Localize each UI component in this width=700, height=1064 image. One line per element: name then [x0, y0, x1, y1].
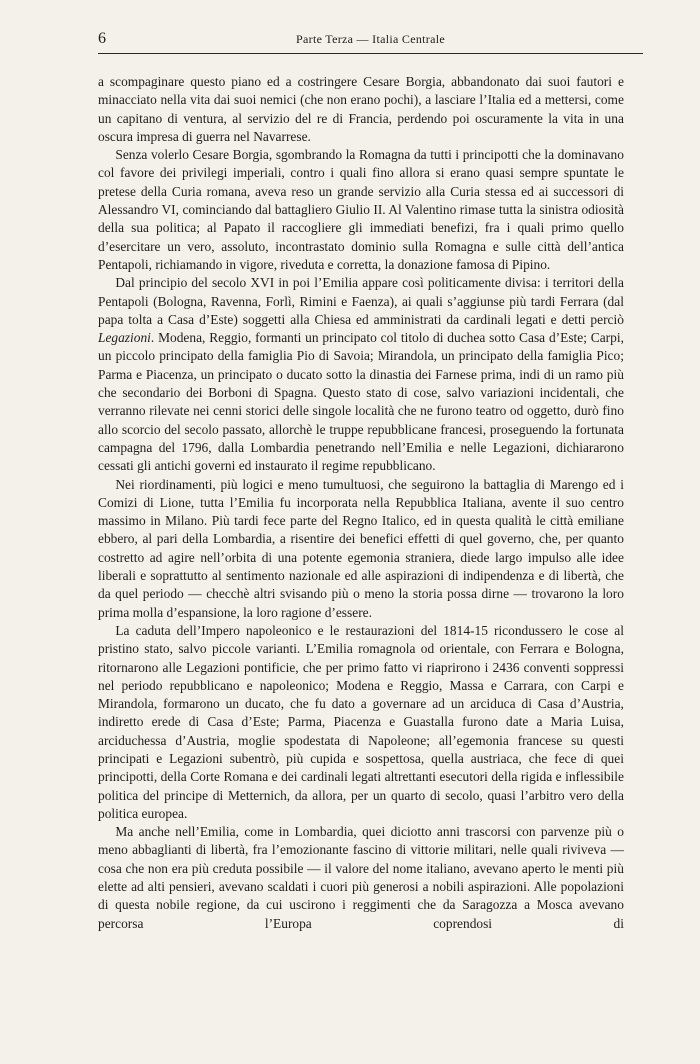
paragraph-continuation: a scompaginare questo piano ed a costringere Cesare Borgia, abbandonato dai suoi fautori e minacciato nella vita dai suoi nemici (che non erano pochi), a lasciare l’Italia ed a mettersi, come un capitano di ventura, al servizio del re di Francia, perdendo poi oscuramente la vita in una oscura impresa di guerra nel Navarrese.	[98, 75, 624, 145]
paragraph-restoration: La caduta dell’Impero napoleonico e le restaurazioni del 1814-15 ricondussero le cose al pristino stato, salvo piccole varianti. L’Emilia romagnola od orientale, con Ferrara e Bologna, ritornarono alle Legazioni pontificie, che per primo fatto vi riaprirono i 2436 conventi soppressi nel periodo repubblicano e napoleonico; Modena e Reggio, Massa e Carrara, con Carpi e Mirandola, formarono un ducato, che fu dato a governare ad un arciduca di Casa d’Austria, indiretto erede di Casa d’Este; Parma, Piacenza e Guastalla furono date a Maria Luisa, arciduchessa d’Austria, moglie spodestata di Napoleone; all’egemonia francese su questi principati e Legazioni subentrò, più cupida e sospettosa, quella austriaca, che fece di quei principotti, della Corte Romana e dei cardinali legati altrettanti esecutori della rigida e inflessibile politica del principe di Metternich, da allora, per un quarto di secolo, quasi l’arbitro vero della politica europea.	[98, 623, 624, 822]
paragraph-borgia-romagna: Senza volerlo Cesare Borgia, sgombrando la Romagna da tutti i principotti che la dominavano col favore dei privilegi imperiali, contro i quali fino allora si erano quasi sempre spuntate le pretese della Curia romana, aveva reso un grande servizio alla Curia stessa ed ai successori di Alessandro VI, cominciando dal battagliero Giulio II. Al Valentino rimase tutta la sinistra odiosità della sua politica; al Papato il raccogliere gli immediati benefizi, fra i quali primo quello d’esercitare un vero, assoluto, incontrastato dominio sulla Romagna e sulle città dell’antica Pentapoli, richiamando in vigore, riveduta e corretta, la donazione famosa di Pipino.	[98, 148, 624, 273]
paragraph-emilia-aspirations: Ma anche nell’Emilia, come in Lombardia, quei diciotto anni trascorsi con parvenze più o meno abbaglianti di libertà, fra l’emozionante fascino di vittorie militari, nelle quali riviveva — cosa che non era più creduta possibile — il valore del nome italiano, avevano aperto le menti più elette ad alti pensieri, avevano scaldati i cuori più generosi a nobili aspirazioni. Alle popolazioni di questa nobile regione, da cui uscirono i reggimenti che da Saragozza a Mosca avevano percorsa l’Europa coprendosi di	[98, 825, 624, 932]
body-text	[98, 74, 624, 934]
italic-term: Legazioni	[98, 331, 151, 347]
running-head: Parte Terza — Italia Centrale	[296, 32, 445, 46]
header-rule	[98, 53, 643, 54]
page-header	[98, 30, 643, 50]
page-number: 6	[98, 30, 106, 47]
paragraph-sixteenth-century: Dal principio del secolo XVI in poi l’Emilia appare così politicamente divisa: i territori della Pentapoli (Bologna, Ravenna, Forlì, Rimini e Faenza), ai quali s’aggiunse più tardi Ferrara (dal papa tolta a Casa d’Este) soggetti alla Chiesa ed amministrati da cardinali legati e detti perciò Legazioni. Modena, Reggio, formanti un principato col titolo di duchea sotto Casa d’Este; Carpi, un piccolo principato della famiglia Pio di Savoia; Mirandola, un principato della famiglia Pico; Parma e Piacenza, un principato o ducato sotto la dinastia dei Farnese prima, indi di un ramo più che secondario dei Borboni di Spagna. Questo stato di cose, salvo variazioni incidentali, che verranno rilevate nei cenni storici delle singole località che ne furono teatro od oggetto, durò fino allo scorcio del secolo passato, allorchè le truppe repubblicane francesi, proseguendo la fortunata campagna del 1796, dalla Lombardia penetrando nell’Emilia e nelle Legazioni, dichiararono cessati gli antichi governi ed instaurato il regime repubblicano.	[98, 276, 624, 475]
paragraph-napoleonic-reorganization: Nei riordinamenti, più logici e meno tumultuosi, che seguirono la battaglia di Marengo ed i Comizi di Lione, tutta l’Emilia fu incorporata nella Repubblica Italiana, avente il suo centro massimo in Milano. Più tardi fece parte del Regno Italico, ed in questa qualità le città emiliane ebbero, al pari della Lombardia, a risentire dei benefici effetti di quel governo, che, per quanto costretto ad agire nell’orbita di una potente egemonia straniera, diede largo impulso alle idee liberali e soprattutto al sentimento nazionale ed alle aspirazioni di indipendenza e di libertà, che da quel periodo — checchè altri svisando più o meno la storia possa dirne — trovarono la loro prima molla d’espansione, la loro ragione d’essere.	[98, 477, 624, 621]
